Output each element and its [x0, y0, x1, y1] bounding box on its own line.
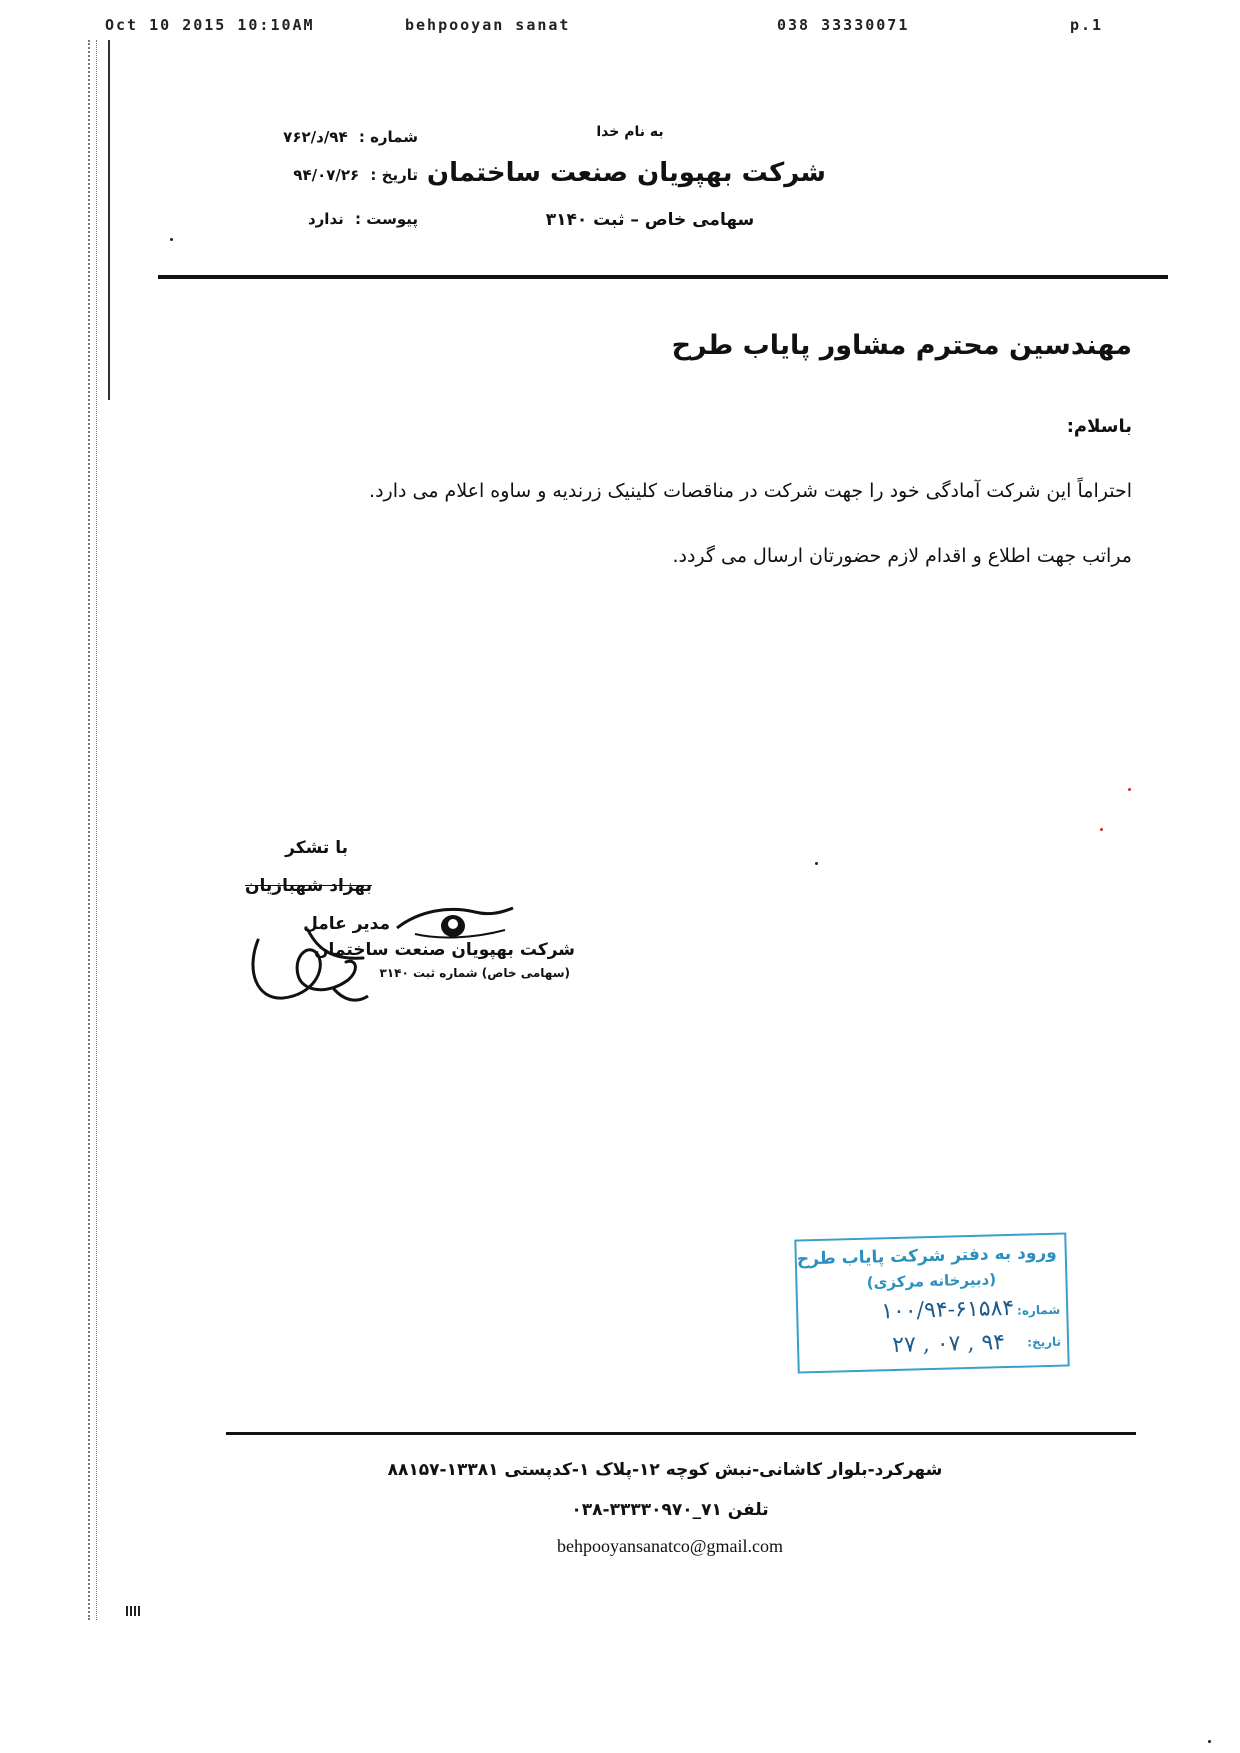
fax-date-time: Oct 10 2015 10:10AM — [105, 16, 315, 34]
fax-page: p.1 — [1070, 16, 1104, 34]
scan-edge-strip — [88, 40, 90, 1620]
letter-attachment-label: پیوست : — [354, 210, 418, 228]
letter-number-row — [250, 128, 418, 146]
scan-speck — [1208, 1740, 1211, 1743]
signer-title: مدیر عامل — [303, 914, 390, 934]
receipt-stamp-number-value: ۱۰۰/۹۴-۶۱۵۸۴ — [880, 1295, 1015, 1325]
footer-address: شهرکرد-بلوار کاشانی-نبش کوچه ۱۲-پلاک ۱-کدپستی ۱۳۳۸۱-۸۸۱۵۷ — [387, 1460, 943, 1480]
scan-mark — [126, 1606, 140, 1616]
scan-edge-strip — [96, 40, 97, 1620]
letter-attachment-value: ندارد — [307, 210, 344, 228]
signer-name: بهزاد شهبازیان — [245, 876, 372, 896]
letterhead-divider — [158, 275, 1168, 279]
receipt-stamp-date-label: تاریخ: — [1027, 1334, 1062, 1350]
company-stamp-name: شرکت بهپویان صنعت ساختمان — [314, 940, 575, 960]
footer-phone: تلفن ۷۱_۳۳۳۳۰۹۷۰-۰۳۸ — [571, 1500, 769, 1520]
scan-speck — [1100, 828, 1103, 831]
closing-thanks: با تشکر — [285, 838, 348, 858]
letter-recipient: مهندسین محترم مشاور پایاب طرح — [671, 330, 1132, 361]
receipt-stamp — [794, 1232, 1069, 1373]
fax-sender: behpooyan sanat — [405, 16, 571, 34]
letter-body-line: احتراماً این شرکت آمادگی خود را جهت شرکت در مناقصات کلینیک زرندیه و ساوه اعلام می دارد. — [369, 480, 1132, 502]
scan-speck — [170, 238, 173, 241]
footer-email: behpooyansanatco@gmail.com — [556, 1536, 783, 1556]
letter-attachment-row — [250, 210, 418, 228]
letter-date-value: ۹۴/۰۷/۲۶ — [293, 166, 360, 184]
letter-body-line: مراتب جهت اطلاع و اقدام لازم حضورتان ارسال می گردد. — [672, 545, 1132, 567]
receipt-stamp-title: ورود به دفتر شرکت پایاب طرح — [796, 1242, 1057, 1270]
fax-number: 038 33330071 — [777, 16, 910, 34]
bismillah-heading: به نام خدا — [596, 124, 664, 140]
company-registration: سهامی خاص – ثبت ۳۱۴۰ — [545, 210, 755, 230]
fax-header — [105, 16, 1120, 36]
footer-divider — [226, 1432, 1136, 1435]
letter-date-row — [250, 166, 418, 184]
scan-speck — [815, 862, 818, 865]
company-name: شرکت بهپویان صنعت ساختمان — [426, 158, 826, 188]
company-stamp-registration: (سهامی خاص) شماره ثبت ۳۱۴۰ — [379, 966, 570, 980]
letter-number-value: ۹۴/د/۷۶۲ — [283, 128, 348, 146]
letter-salutation: باسلام: — [1066, 416, 1132, 437]
receipt-stamp-date-value: ۹۴ , ۰۷ , ۲۷ — [891, 1330, 1006, 1359]
receipt-stamp-subtitle: (دبیرخانه مرکزی) — [866, 1270, 997, 1292]
scan-speck — [1128, 788, 1131, 791]
receipt-stamp-number-label: شماره: — [1016, 1302, 1061, 1318]
scan-edge-line — [108, 40, 110, 400]
letter-number-label: شماره : — [358, 128, 418, 146]
letter-date-label: تاریخ : — [370, 166, 418, 184]
